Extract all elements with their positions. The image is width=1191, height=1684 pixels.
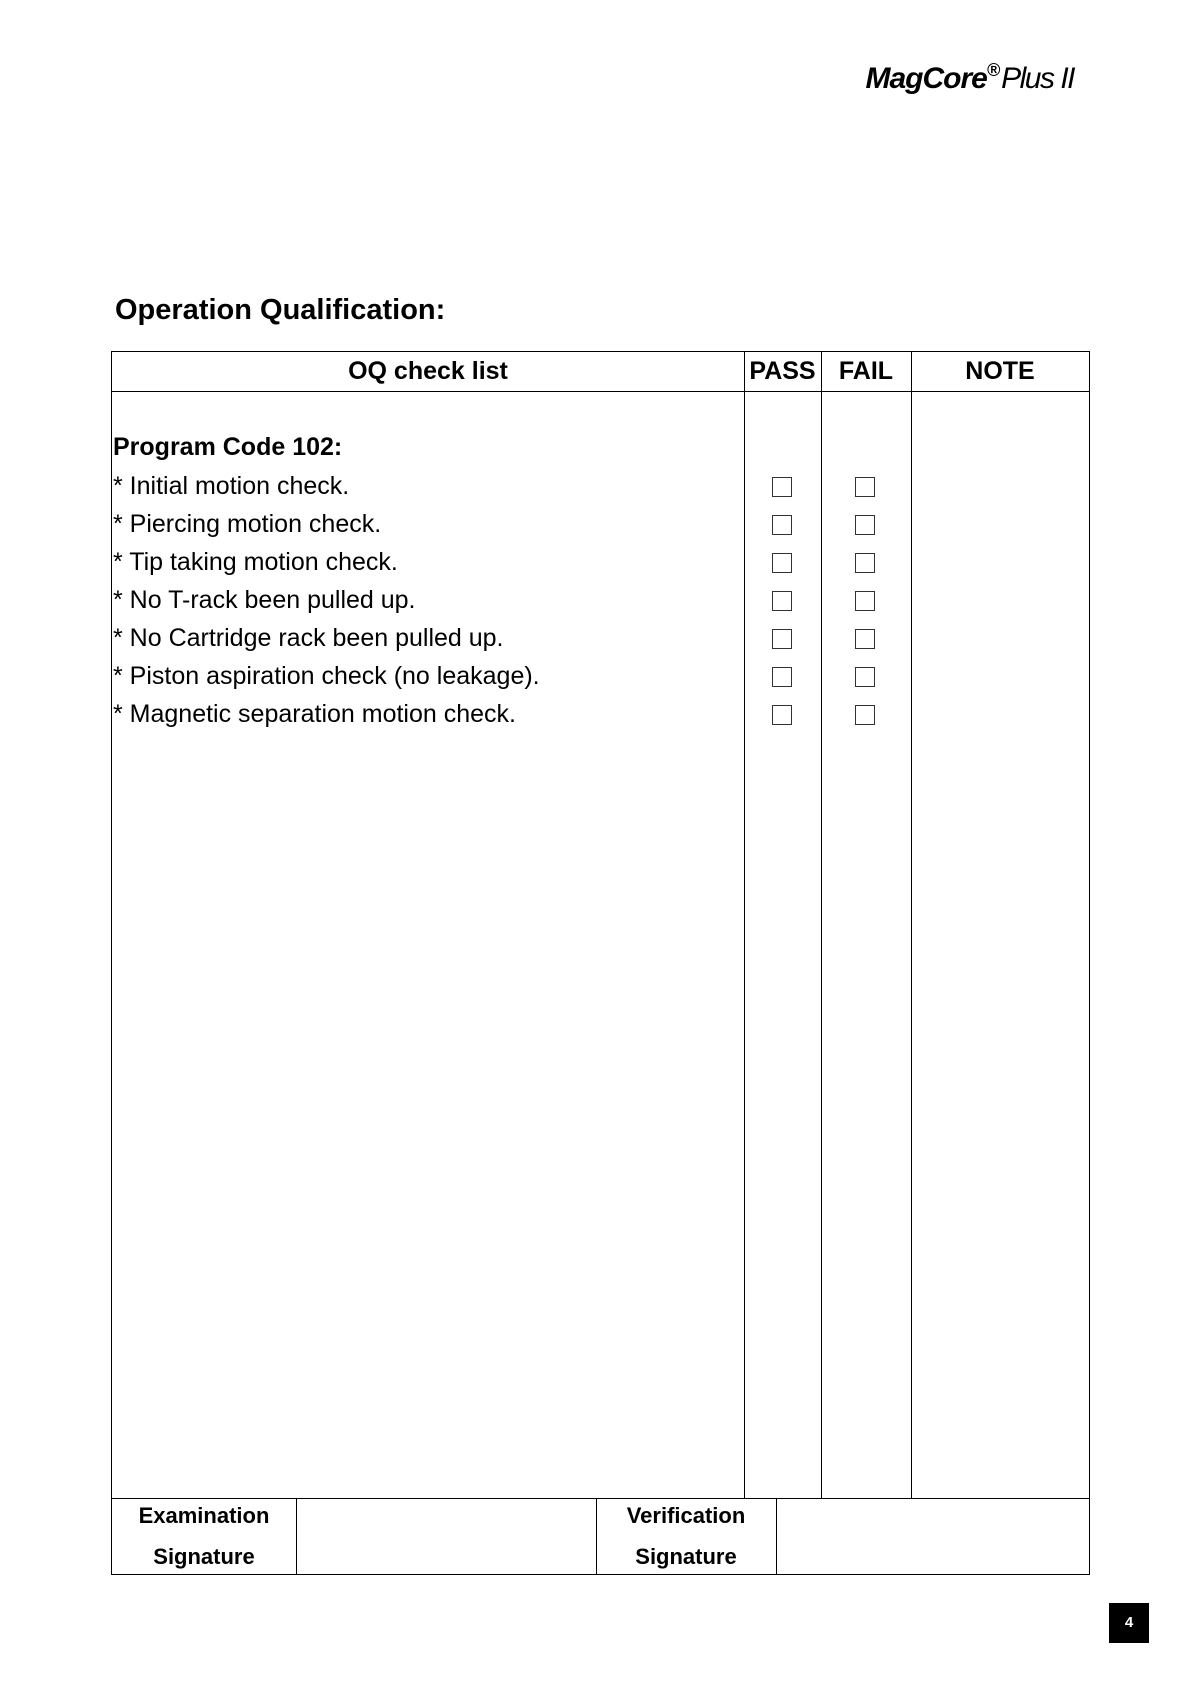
brand-sub: Plus II — [1001, 62, 1074, 95]
program-code-title: Program Code 102: — [113, 433, 343, 461]
page-number: 4 — [1109, 1603, 1149, 1643]
pass-checkbox[interactable] — [772, 477, 792, 497]
brand-logo — [866, 60, 1075, 96]
pass-checkbox[interactable] — [772, 629, 792, 649]
verification-label-line1: Verification — [626, 1503, 746, 1528]
header-pass: PASS — [749, 357, 816, 385]
pass-checkbox[interactable] — [772, 705, 792, 725]
fail-checkbox[interactable] — [855, 591, 875, 611]
fail-checkbox[interactable] — [855, 553, 875, 573]
check-item-label: * Tip taking motion check. — [113, 548, 398, 576]
pass-checkbox[interactable] — [772, 667, 792, 687]
column-divider-fail — [821, 352, 822, 1498]
fail-checkbox[interactable] — [855, 705, 875, 725]
column-divider-pass — [744, 352, 745, 1498]
brand-registered-mark: ® — [986, 60, 1000, 80]
signature-table — [111, 1498, 1090, 1575]
fail-checkbox[interactable] — [855, 667, 875, 687]
brand-main: MagCore — [865, 62, 987, 95]
header-note: NOTE — [965, 357, 1035, 385]
fail-checkbox[interactable] — [855, 515, 875, 535]
check-item-label: * Piercing motion check. — [113, 510, 382, 538]
check-item-label: * Initial motion check. — [113, 472, 350, 500]
fail-checkbox[interactable] — [855, 629, 875, 649]
fail-checkbox[interactable] — [855, 477, 875, 497]
oq-check-table — [111, 351, 1090, 1499]
verification-label-line2: Signature — [635, 1544, 737, 1569]
pass-checkbox[interactable] — [772, 553, 792, 573]
pass-checkbox[interactable] — [772, 515, 792, 535]
examination-signature-label — [112, 1495, 296, 1571]
check-item-label: * No Cartridge rack been pulled up. — [113, 624, 504, 652]
check-item-label: * Magnetic separation motion check. — [113, 700, 516, 728]
verification-signature-field[interactable] — [777, 1499, 1089, 1574]
examination-label-line1: Examination — [138, 1503, 270, 1528]
section-title: Operation Qualification: — [115, 294, 446, 326]
examination-label-line2: Signature — [153, 1544, 255, 1569]
header-oq-check-list: OQ check list — [348, 357, 508, 385]
note-field[interactable] — [912, 392, 1088, 1498]
examination-signature-field[interactable] — [297, 1499, 596, 1574]
pass-checkbox[interactable] — [772, 591, 792, 611]
check-item-label: * Piston aspiration check (no leakage). — [113, 662, 540, 690]
check-item-label: * No T-rack been pulled up. — [113, 586, 416, 614]
header-fail: FAIL — [838, 357, 894, 385]
verification-signature-label — [596, 1495, 776, 1571]
